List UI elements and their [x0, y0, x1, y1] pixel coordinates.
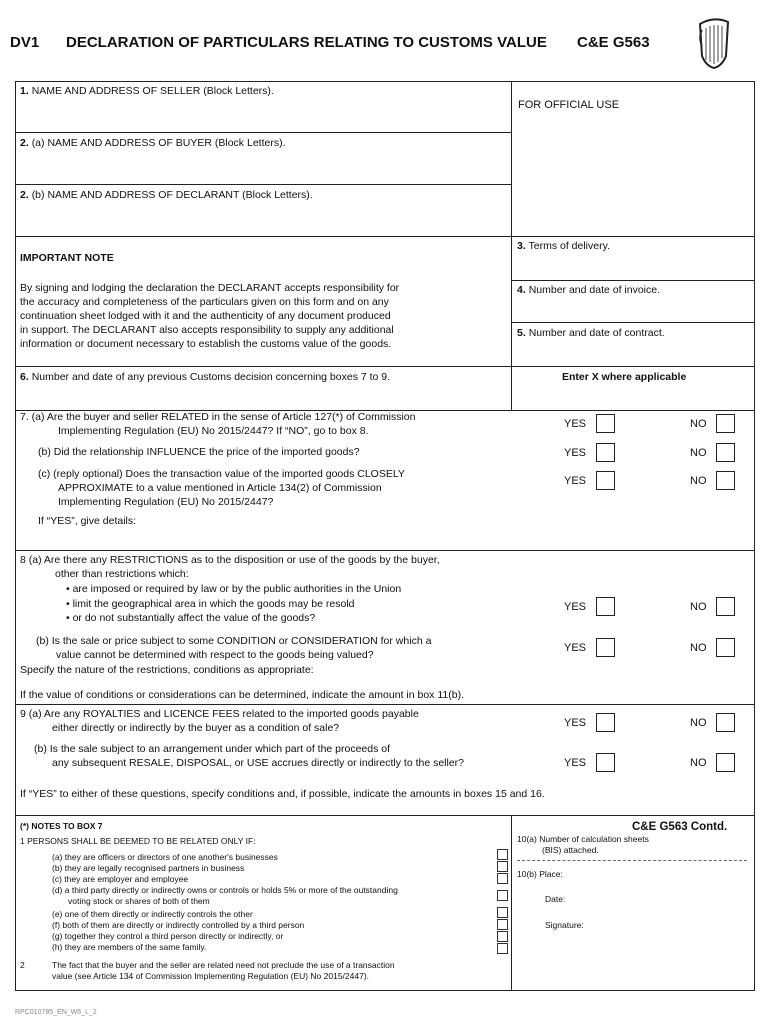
- q8a-bullet: • are imposed or required by law or by the public authorities in the Union: [66, 583, 402, 595]
- relation-c-checkbox[interactable]: [497, 873, 508, 884]
- relation-d-checkbox[interactable]: [497, 890, 508, 901]
- important-note-heading: IMPORTANT NOTE: [20, 252, 114, 264]
- notes-item: (d) a third party directly or indirectly owns or controls or holds 5% or more of the outstanding: [52, 885, 398, 895]
- important-note-line: the accuracy and completeness of the particulars given on this form and on any: [20, 296, 389, 308]
- q7b-no-checkbox[interactable]: [716, 443, 735, 462]
- note2-number: 2: [20, 960, 25, 970]
- q8b-no-checkbox[interactable]: [716, 638, 735, 657]
- q9-specify-note: If “YES” to either of these questions, specify conditions and, if possible, indicate the amounts in boxes 15 and 16.: [20, 788, 545, 800]
- invoice-field[interactable]: 4. Number and date of invoice.: [517, 284, 661, 296]
- footer-code: RPC010785_EN_W6_L_2: [15, 1009, 97, 1016]
- note2-text: The fact that the buyer and the seller are related need not preclude the use of a transaction: [52, 960, 395, 970]
- no-label: NO: [690, 757, 707, 769]
- no-label: NO: [690, 475, 707, 487]
- no-label: NO: [690, 642, 707, 654]
- notes-item: (h) they are members of the same family.: [52, 942, 207, 952]
- notes-item: (b) they are legally recognised partners in business: [52, 863, 245, 873]
- q7-details-field[interactable]: If “YES”, give details:: [38, 515, 137, 527]
- relation-f-checkbox[interactable]: [497, 919, 508, 930]
- q8-specify-field[interactable]: Specify the nature of the restrictions, conditions as appropriate:: [20, 664, 314, 676]
- yes-label: YES: [564, 757, 587, 769]
- notes-item: (e) one of them directly or indirectly controls the other: [52, 909, 253, 919]
- notes-item: (c) they are employer and employee: [52, 874, 189, 884]
- q7a-yes-checkbox[interactable]: [596, 414, 615, 433]
- official-use-label: FOR OFFICIAL USE: [518, 99, 620, 111]
- declarant-field[interactable]: 2. (b) NAME AND ADDRESS OF DECLARANT (Block Letters).: [20, 189, 313, 201]
- q7a-text: 7. (a) Are the buyer and seller RELATED in the sense of Article 127(*) of Commission: [20, 411, 416, 423]
- q8a-no-checkbox[interactable]: [716, 597, 735, 616]
- yes-label: YES: [564, 642, 587, 654]
- q8a-bullet: • limit the geographical area in which the goods may be resold: [66, 598, 355, 610]
- q9b-yes-checkbox[interactable]: [596, 753, 615, 772]
- q7c-no-checkbox[interactable]: [716, 471, 735, 490]
- important-note-line: information or document necessary to establish the customs value of the goods.: [20, 338, 392, 350]
- q7a-no-checkbox[interactable]: [716, 414, 735, 433]
- notes-item: voting stock or shares of both of them: [68, 896, 210, 906]
- harp-crest-icon: [694, 16, 734, 70]
- calc-sheets-field[interactable]: (BIS) attached.: [542, 845, 599, 855]
- relation-h-checkbox[interactable]: [497, 943, 508, 954]
- relation-g-checkbox[interactable]: [497, 931, 508, 942]
- yes-label: YES: [564, 601, 587, 613]
- previous-decision-field[interactable]: 6. Number and date of any previous Customs decision concerning boxes 7 to 9.: [20, 371, 391, 383]
- relation-b-checkbox[interactable]: [497, 861, 508, 872]
- calc-sheets-field[interactable]: 10(a) Number of calculation sheets: [517, 834, 649, 844]
- q9b-text: any subsequent RESALE, DISPOSAL, or USE accrues directly or indirectly to the seller?: [52, 757, 465, 769]
- q9a-no-checkbox[interactable]: [716, 713, 735, 732]
- yes-label: YES: [564, 418, 587, 430]
- q7c-text: (c) (reply optional) Does the transaction value of the imported goods CLOSELY: [38, 468, 405, 480]
- no-label: NO: [690, 601, 707, 613]
- q9a-text: either directly or indirectly by the buyer as a condition of sale?: [52, 722, 340, 734]
- notes-intro: 1 PERSONS SHALL BE DEEMED TO BE RELATED ONLY IF:: [20, 836, 256, 846]
- q9b-text: (b) Is the sale subject to an arrangement under which part of the proceeds of: [34, 743, 391, 755]
- note2-text: value (see Article 134 of Commission Implementing Regulation (EU) No 2015/2447).: [52, 971, 370, 981]
- buyer-field[interactable]: 2. (a) NAME AND ADDRESS OF BUYER (Block Letters).: [20, 137, 286, 149]
- q8b-yes-checkbox[interactable]: [596, 638, 615, 657]
- q8a-text: 8 (a) Are there any RESTRICTIONS as to the disposition or use of the goods by the buyer,: [20, 554, 440, 566]
- notes-item: (f) both of them are directly or indirectly controlled by a third person: [52, 920, 305, 930]
- q7a-text: Implementing Regulation (EU) No 2015/2447? If “NO”, go to box 8.: [58, 425, 369, 437]
- q8a-text: other than restrictions which:: [55, 568, 189, 580]
- form-reference: C&E G563: [577, 34, 650, 51]
- enter-x-label: Enter X where applicable: [562, 371, 687, 383]
- q9a-text: 9 (a) Are any ROYALTIES and LICENCE FEES related to the imported goods payable: [20, 708, 419, 720]
- yes-label: YES: [564, 717, 587, 729]
- signature-field[interactable]: Signature:: [545, 920, 584, 930]
- q8b-text: (b) Is the sale or price subject to some CONDITION or CONSIDERATION for which a: [36, 635, 432, 647]
- q8b-text: value cannot be determined with respect to the goods being valued?: [56, 649, 374, 661]
- important-note-line: continuation sheet lodged with it and the authenticity of any document produced: [20, 310, 391, 322]
- q7b-text: (b) Did the relationship INFLUENCE the price of the imported goods?: [38, 446, 360, 458]
- date-field[interactable]: Date:: [545, 894, 566, 904]
- terms-of-delivery-field[interactable]: 3. Terms of delivery.: [517, 240, 610, 252]
- q8a-yes-checkbox[interactable]: [596, 597, 615, 616]
- yes-label: YES: [564, 447, 587, 459]
- no-label: NO: [690, 717, 707, 729]
- q8-value-note: If the value of conditions or considerations can be determined, indicate the amount in box 11(b).: [20, 689, 464, 701]
- notes-heading: (*) NOTES TO BOX 7: [20, 821, 103, 831]
- place-field[interactable]: 10(b) Place:: [517, 869, 563, 879]
- q7c-yes-checkbox[interactable]: [596, 471, 615, 490]
- important-note-line: By signing and lodging the declaration the DECLARANT accepts responsibility for: [20, 282, 400, 294]
- notes-item: (a) they are officers or directors of one another's businesses: [52, 852, 278, 862]
- q7b-yes-checkbox[interactable]: [596, 443, 615, 462]
- no-label: NO: [690, 447, 707, 459]
- q7c-text: Implementing Regulation (EU) No 2015/2447?: [58, 496, 274, 508]
- q8a-bullet: • or do not substantially affect the value of the goods?: [66, 612, 316, 624]
- relation-a-checkbox[interactable]: [497, 849, 508, 860]
- q9b-no-checkbox[interactable]: [716, 753, 735, 772]
- contract-field[interactable]: 5. Number and date of contract.: [517, 327, 665, 339]
- contd-title: C&E G563 Contd.: [632, 821, 728, 833]
- page-title: DECLARATION OF PARTICULARS RELATING TO CUSTOMS VALUE: [66, 34, 547, 51]
- no-label: NO: [690, 418, 707, 430]
- q7c-text: APPROXIMATE to a value mentioned in Article 134(2) of Commission: [58, 482, 382, 494]
- yes-label: YES: [564, 475, 587, 487]
- divider: [517, 860, 747, 861]
- q9a-yes-checkbox[interactable]: [596, 713, 615, 732]
- important-note-line: in support. The DECLARANT also accepts responsibility to supply any additional: [20, 324, 394, 336]
- form-code: DV1: [10, 34, 40, 51]
- relation-e-checkbox[interactable]: [497, 907, 508, 918]
- seller-field[interactable]: 1. NAME AND ADDRESS OF SELLER (Block Letters).: [20, 85, 274, 97]
- notes-item: (g) together they control a third person directly or indirectly, or: [52, 931, 284, 941]
